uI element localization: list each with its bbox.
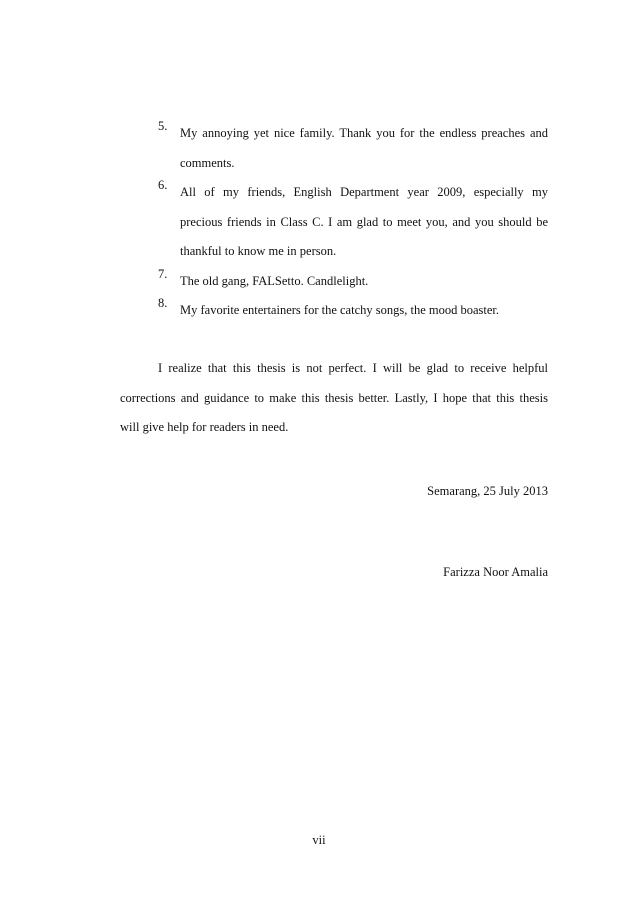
list-item-text	[180, 296, 548, 326]
paragraph-line: corrections and guidance to make this thesis better. Lastly, I hope that this thesis	[120, 390, 548, 405]
list-item	[0, 296, 638, 326]
author-name: Farizza Noor Amalia	[443, 565, 548, 579]
text-line: All of my friends, English Department year 2009, especially my	[180, 185, 548, 199]
closing-paragraph	[120, 354, 548, 443]
list-item-number: 6.	[158, 178, 168, 192]
list-item	[0, 119, 638, 178]
paragraph-line: I realize that this thesis is not perfect. I will be glad to receive helpful	[158, 361, 548, 375]
paragraph-line: will give help for readers in need.	[120, 420, 289, 434]
place-date: Semarang, 25 July 2013	[427, 484, 548, 498]
list-item-text	[180, 178, 548, 267]
list-item-number: 5.	[158, 119, 168, 133]
text-line: The old gang, FALSetto. Candlelight.	[180, 273, 369, 288]
list-item-number: 7.	[158, 266, 168, 281]
text-line: My annoying yet nice family. Thank you for the endless preaches and	[180, 126, 548, 140]
list-item	[0, 178, 638, 267]
text-line: comments.	[180, 155, 235, 170]
list-item-text	[180, 267, 548, 297]
text-line: My favorite entertainers for the catchy songs, the mood boaster.	[180, 303, 500, 317]
text-line: precious friends in Class C. I am glad to meet you, and you should be	[180, 214, 548, 229]
list-item-text	[180, 119, 548, 178]
list-item	[0, 267, 638, 297]
page-number: vii	[312, 833, 326, 847]
acknowledgement-list	[0, 119, 638, 326]
text-line: thankful to know me in person.	[180, 244, 337, 258]
list-item-number: 8.	[158, 296, 168, 310]
